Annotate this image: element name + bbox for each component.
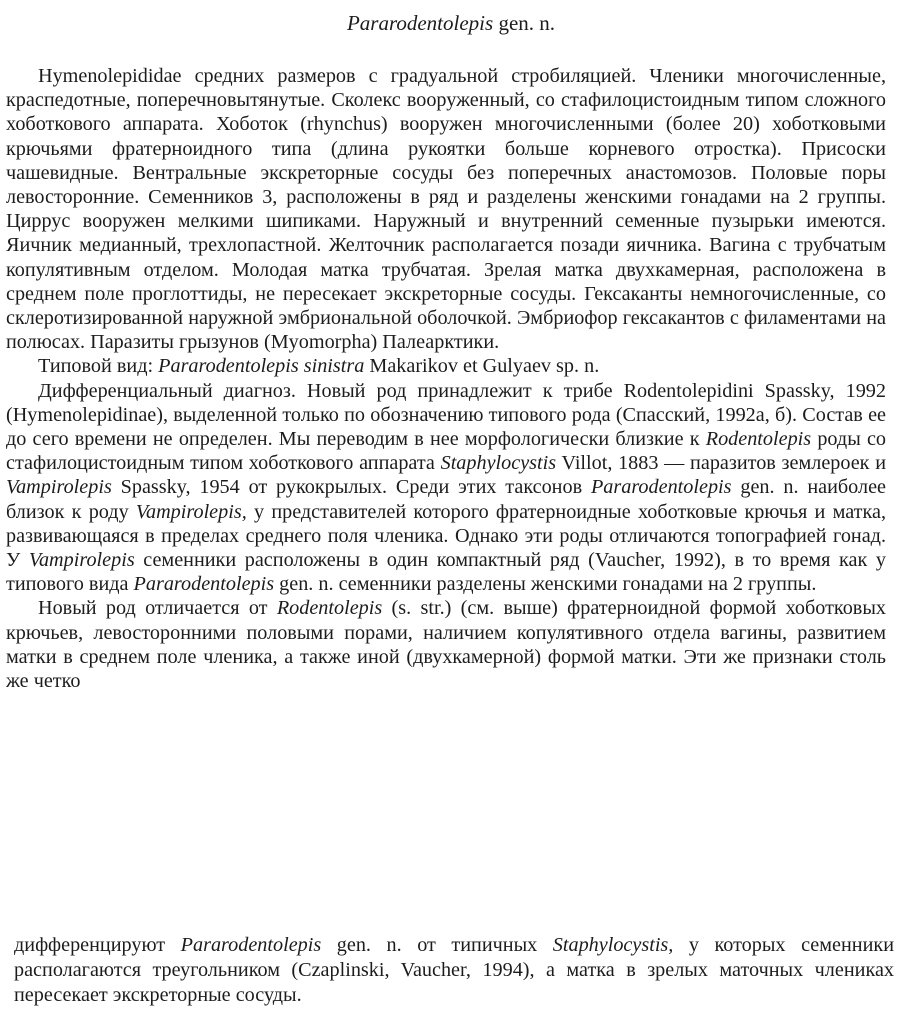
genus-title-suffix: gen. n. [493, 11, 556, 35]
text-run: gen. n. от типичных [321, 934, 553, 956]
text-run: gen. n. семенники разделены женскими гонадами на 2 группы. [274, 573, 817, 596]
text-run: Spassky, 1954 от рукокрылых. Среди этих таксонов [111, 476, 591, 499]
taxon-name: Vampirolepis [6, 476, 112, 499]
text-run: роды со стафилоцистоидным типом хоботкового аппарата [6, 428, 886, 475]
taxon-name: Pararodentolepis [180, 934, 322, 956]
text-run: gen. n. наиболее близок к роду [6, 476, 886, 523]
differential-diagnosis-paragraph [6, 379, 886, 597]
main-text [6, 64, 886, 693]
text-run: семенники расположены в один компактный ряд (Vaucher, 1992), в то время как у типового вида [6, 549, 886, 596]
text-run: дифференцируют [14, 934, 181, 956]
taxon-name: Rodentolepis [276, 597, 383, 620]
taxon-name: Vampirolepis, [135, 500, 247, 523]
diagnosis-paragraph: Hymenolepididae средних размеров с градуальной стробиляцией. Членики многочисленные, краспедотные, поперечновытянутые. Сколекс вооруженный, со стафилоцистоидным типом сложного хоботкового аппарата. Хоботок (rhynchus) вооружен многочисленными (более 20) хоботковыми крючьями фратерноидного типа (длина рукоятки больше корневого отростка). Присоски чашевидные. Вентральные экскреторные сосуды без поперечных анастомозов. Половые поры левосторонние. Семенников 3, расположены в ряд и разделены женскими гонадами на 2 группы. Циррус вооружен мелкими шипиками. Наружный и внутренний семенные пузырьки имеются. Яичник медианный, трехлопастной. Желточник располагается позади яичника. Вагина с трубчатым копулятивным отделом. Молодая матка трубчатая. Зрелая матка двухкамерная, расположена в среднем поле проглоттиды, не пересекает экскреторные сосуды. Гексаканты немногочисленные, со склеротизированной наружной эмбриональной оболочкой. Эмбриофор гексакантов с филаментами на полюсах. Паразиты грызунов (Myomorpha) Палеарктики. [6, 65, 886, 354]
genus-title [0, 8, 902, 38]
taxon-name: Staphylocystis [440, 452, 557, 475]
text-run: Дифференциальный диагноз. Новый род принадлежит к трибе Rodentolepidini Spassky, 1992 (Hymenolepidinae), выделенной только по обозначению типового рода (Спасский, 1992а, б). Состав ее до сего времени не определен. Мы переводим в нее морфологически близкие к [6, 379, 886, 451]
text-run: Villot, 1883 — паразитов землероек и [556, 452, 886, 475]
taxon-name: Staphylocystis, [552, 934, 674, 956]
comparison-paragraph [6, 596, 886, 693]
taxon-name: Rodentolepis [705, 428, 812, 451]
text-run: (s. str.) (см. выше) фратерноидной формой хоботковых крючьев, левосторонними половыми порами, наличием копулятивного отдела вагины, развитием матки в среднем поле членика, а также иной (двухкамерной) формой матки. Эти же признаки столь же четко [6, 597, 886, 693]
text-run: у представителей которого фратерноидные хоботковые крючья и матка, развивающаяся в пределах среднего поля членика. Однако эти роды отличаются топографией гонад. У [6, 500, 887, 572]
continuation-text [14, 933, 894, 1008]
genus-title-name: Pararodentolepis [346, 11, 494, 35]
taxon-name: Pararodentolepis [133, 573, 275, 596]
taxon-name: Vampirolepis [28, 549, 135, 572]
continuation-paragraph [14, 933, 894, 1008]
type-species-paragraph [6, 354, 886, 378]
type-species-name: Pararodentolepis sinistra [158, 355, 365, 378]
type-species-authors: Makarikov et Gulyaev sp. n. [364, 355, 600, 378]
text-run: у которых семенники располагаются треугольником (Czaplinski, Vaucher, 1994), а матка в зрелых маточных члениках пересекает экскреторные сосуды. [14, 934, 894, 1006]
text-run: Новый род отличается от [38, 597, 277, 620]
type-species-label: Типовой вид: [38, 355, 159, 378]
taxon-name: Pararodentolepis [590, 476, 732, 499]
